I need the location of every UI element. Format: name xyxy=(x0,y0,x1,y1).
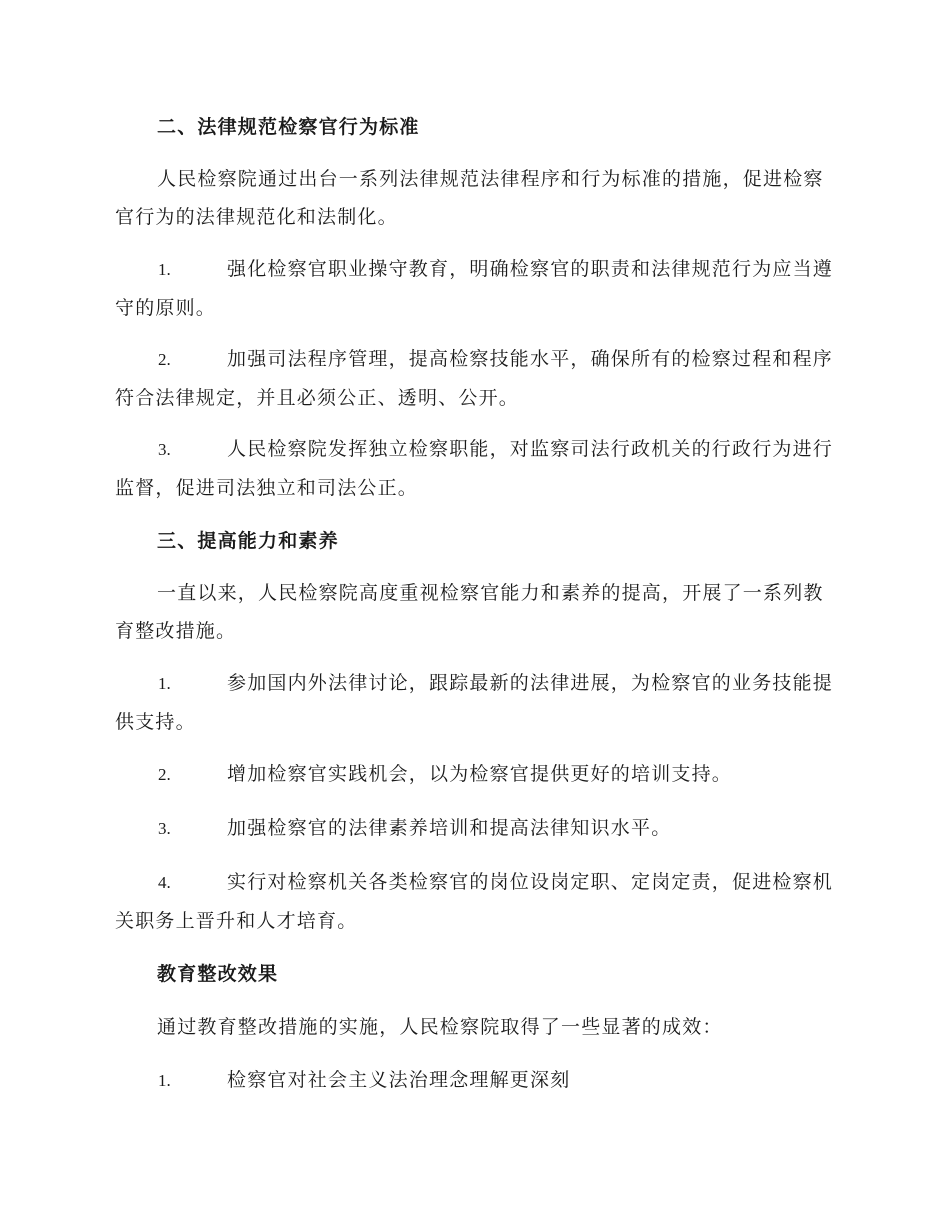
list-item-text: 检察官对社会主义法治理念理解更深刻 xyxy=(227,1069,571,1091)
effects-intro: 通过教育整改措施的实施，人民检察院取得了一些显著的成效： xyxy=(157,1016,723,1038)
list-number: 1. xyxy=(158,1071,171,1090)
list-number: 1. xyxy=(158,674,171,693)
list-number: 3. xyxy=(158,819,171,838)
section3-item-4 xyxy=(115,863,835,940)
list-item-text: 增加检察官实践机会，以为检察官提供更好的培训支持。 xyxy=(227,763,733,785)
section2-item-1 xyxy=(115,250,835,327)
list-number: 3. xyxy=(158,440,171,459)
section3-intro: 一直以来，人民检察院高度重视检察官能力和素养的提高，开展了一系列教育整改措施。 xyxy=(115,582,824,642)
list-item-text: 强化检察官职业操守教育，明确检察官的职责和法律规范行为应当遵守的原则。 xyxy=(115,258,834,319)
section3-heading: 三、提高能力和素养 xyxy=(157,530,339,552)
section2-item-2 xyxy=(115,340,835,417)
list-item-text: 加强检察官的法律素养培训和提高法律知识水平。 xyxy=(227,817,672,839)
section2-item-3 xyxy=(115,430,835,507)
section2-heading: 二、法律规范检察官行为标准 xyxy=(157,116,420,138)
list-item-text: 加强司法程序管理，提高检察技能水平，确保所有的检察过程和程序符合法律规定，并且必须公正、透明、公开。 xyxy=(115,348,834,409)
list-number: 1. xyxy=(158,260,171,279)
effects-heading: 教育整改效果 xyxy=(157,963,279,985)
section3-item-1 xyxy=(115,664,835,741)
list-item-text: 参加国内外法律讨论，跟踪最新的法律进展，为检察官的业务技能提供支持。 xyxy=(115,672,834,733)
list-item-text: 实行对检察机关各类检察官的岗位设岗定职、定岗定责，促进检察机关职务上晋升和人才培育。 xyxy=(115,871,834,932)
effects-item-1 xyxy=(115,1061,835,1100)
list-number: 2. xyxy=(158,350,171,369)
list-number: 4. xyxy=(158,873,171,892)
section3-item-3 xyxy=(115,809,835,848)
list-item-text: 人民检察院发挥独立检察职能，对监察司法行政机关的行政行为进行监督，促进司法独立和司法公正。 xyxy=(115,438,834,499)
section3-item-2 xyxy=(115,755,835,794)
section2-intro: 人民检察院通过出台一系列法律规范法律程序和行为标准的措施，促进检察官行为的法律规范化和法制化。 xyxy=(115,168,824,228)
list-number: 2. xyxy=(158,765,171,784)
